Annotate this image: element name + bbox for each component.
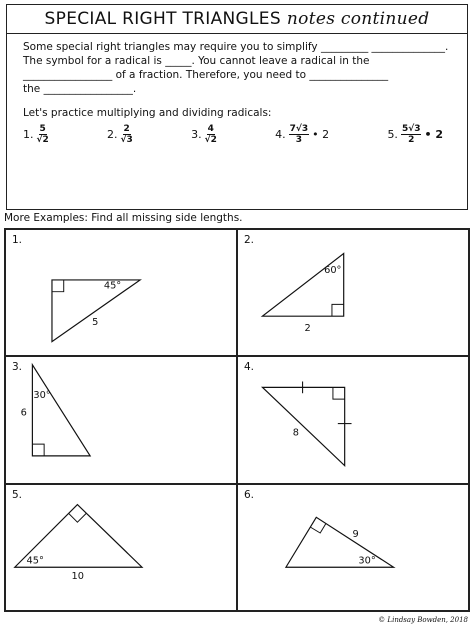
page-title <box>6 4 468 34</box>
triangle-2-diagram <box>238 230 468 355</box>
right-angle-mark <box>333 388 345 400</box>
copyright-footer: © Lindsay Bowden, 2018 <box>378 616 468 624</box>
fraction <box>121 124 133 145</box>
title-cursive: notes continued <box>286 9 430 29</box>
right-angle-mark <box>32 444 44 456</box>
intro-line-4: the _________________. <box>23 83 137 95</box>
example-1 <box>5 229 237 356</box>
problem-5 <box>387 124 443 145</box>
side-label: 6 <box>20 408 27 420</box>
right-angle-mark <box>52 280 64 292</box>
problem-1 <box>23 124 49 145</box>
problem-tail: • 2 <box>424 127 443 141</box>
example-2 <box>237 229 469 356</box>
numerator: 7√3 <box>289 124 309 134</box>
intro-box <box>6 34 468 210</box>
practice-problems <box>23 124 451 145</box>
problem-tail: • 2 <box>312 127 330 141</box>
example-label: 3. <box>12 361 23 374</box>
example-label: 4. <box>244 361 255 374</box>
right-angle-mark <box>310 523 326 533</box>
numerator: 2 <box>123 124 130 134</box>
angle-label: 60° <box>324 265 342 277</box>
denominator: √2 <box>204 135 217 145</box>
problem-label: 1. <box>23 127 34 141</box>
problem-label: 2. <box>107 127 118 141</box>
triangle-4-diagram <box>238 357 468 482</box>
right-angle-mark <box>332 304 344 316</box>
side-label: 9 <box>352 528 359 540</box>
fraction <box>37 124 49 145</box>
triangle-5-diagram <box>6 485 236 610</box>
angle-label: 30° <box>33 390 51 402</box>
triangle-4 <box>262 388 344 466</box>
denominator: 3 <box>295 135 303 145</box>
triangle-3 <box>32 365 90 456</box>
example-label: 6. <box>244 488 255 501</box>
example-label: 1. <box>12 234 23 246</box>
triangle-6-diagram <box>238 485 468 610</box>
example-6 <box>237 484 469 611</box>
triangle-1-diagram <box>6 230 236 355</box>
example-4 <box>237 356 469 483</box>
triangle-6 <box>286 517 394 567</box>
side-label: 2 <box>304 322 311 334</box>
side-label: 10 <box>71 570 85 582</box>
angle-label: 30° <box>358 554 376 566</box>
angle-label: 45° <box>103 280 122 292</box>
example-5 <box>5 484 237 611</box>
practice-heading: Let's practice multiplying and dividing radicals: <box>23 107 272 119</box>
example-label: 5. <box>12 488 23 501</box>
numerator: 5 <box>39 124 46 134</box>
problem-4 <box>275 124 329 145</box>
title-main: SPECIAL RIGHT TRIANGLES <box>44 9 281 29</box>
intro-line-3: _________________ of a fraction. Therefore, you need to _______________ <box>23 69 389 81</box>
denominator: 2 <box>408 135 415 145</box>
problem-3 <box>191 124 217 145</box>
denominator: √3 <box>120 135 133 145</box>
angle-label: 45° <box>26 554 44 566</box>
problem-label: 3. <box>191 127 202 141</box>
problem-2 <box>107 124 133 145</box>
numerator: 5√3 <box>401 124 421 134</box>
example-label: 2. <box>244 234 255 246</box>
examples-grid <box>4 228 470 612</box>
denominator: √2 <box>36 135 49 145</box>
fraction <box>289 124 310 145</box>
intro-line-2: The symbol for a radical is _____. You cannot leave a radical in the <box>23 55 370 67</box>
numerator: 4 <box>207 124 214 134</box>
more-examples-heading: More Examples: Find all missing side lengths. <box>4 212 243 224</box>
fraction <box>205 124 217 145</box>
problem-label: 4. <box>275 127 286 141</box>
triangle-1 <box>52 280 140 342</box>
triangle-3-diagram <box>6 357 236 482</box>
side-label: 8 <box>292 427 300 439</box>
side-label: 5 <box>92 316 99 328</box>
fraction <box>401 124 422 145</box>
problem-label: 5. <box>387 127 398 141</box>
intro-line-1: Some special right triangles may require you to simplify _________ ______________. <box>23 41 449 53</box>
example-3 <box>5 356 237 483</box>
right-angle-mark <box>69 513 87 522</box>
